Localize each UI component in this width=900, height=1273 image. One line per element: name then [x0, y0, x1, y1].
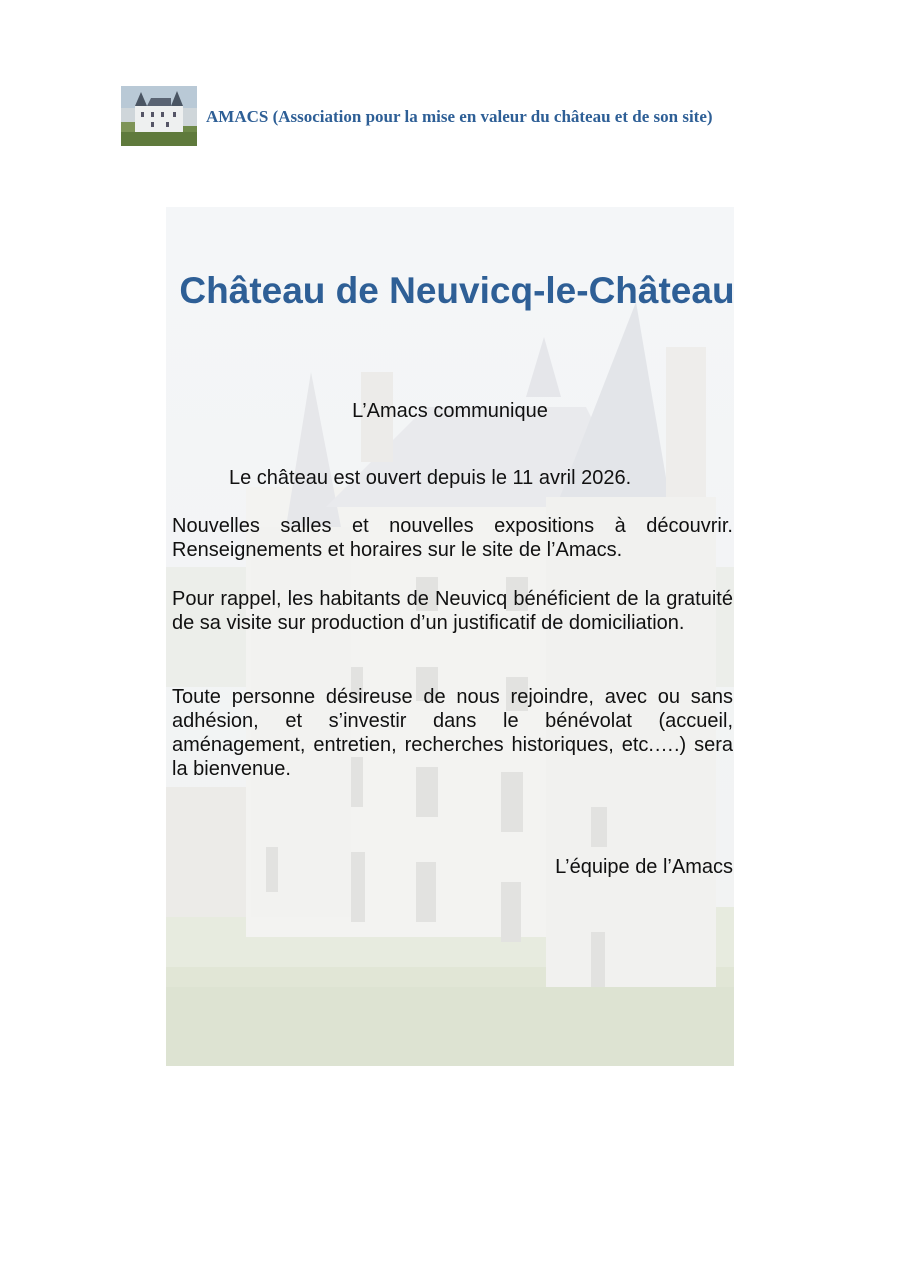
opening-line: Le château est ouvert depuis le 11 avril 2026. — [229, 467, 632, 489]
document-title: Château de Neuvicq-le-Château — [179, 270, 735, 311]
paragraph-volunteers: Toute personne désireuse de nous rejoindre, avec ou sans adhésion, et s’investir dans le bénévolat (accueil, aménagement, entretien, recherches historiques, etc.….) sera la bienvenue. — [172, 686, 733, 780]
castle-background-image — [166, 207, 734, 1066]
communique-heading: L’Amacs communique — [352, 400, 548, 422]
association-name: AMACS (Association pour la mise en valeur du château et de son site) — [206, 107, 713, 126]
paragraph-residents: Pour rappel, les habitants de Neuvicq bénéficient de la gratuité de sa visite sur production d’un justificatif de domiciliation. — [172, 588, 733, 634]
signature: L’équipe de l’Amacs — [555, 856, 733, 878]
castle-logo-image — [121, 86, 197, 146]
paragraph-new-rooms: Nouvelles salles et nouvelles expositions à découvrir. Renseignements et horaires sur le site de l’Amacs. — [172, 515, 733, 561]
